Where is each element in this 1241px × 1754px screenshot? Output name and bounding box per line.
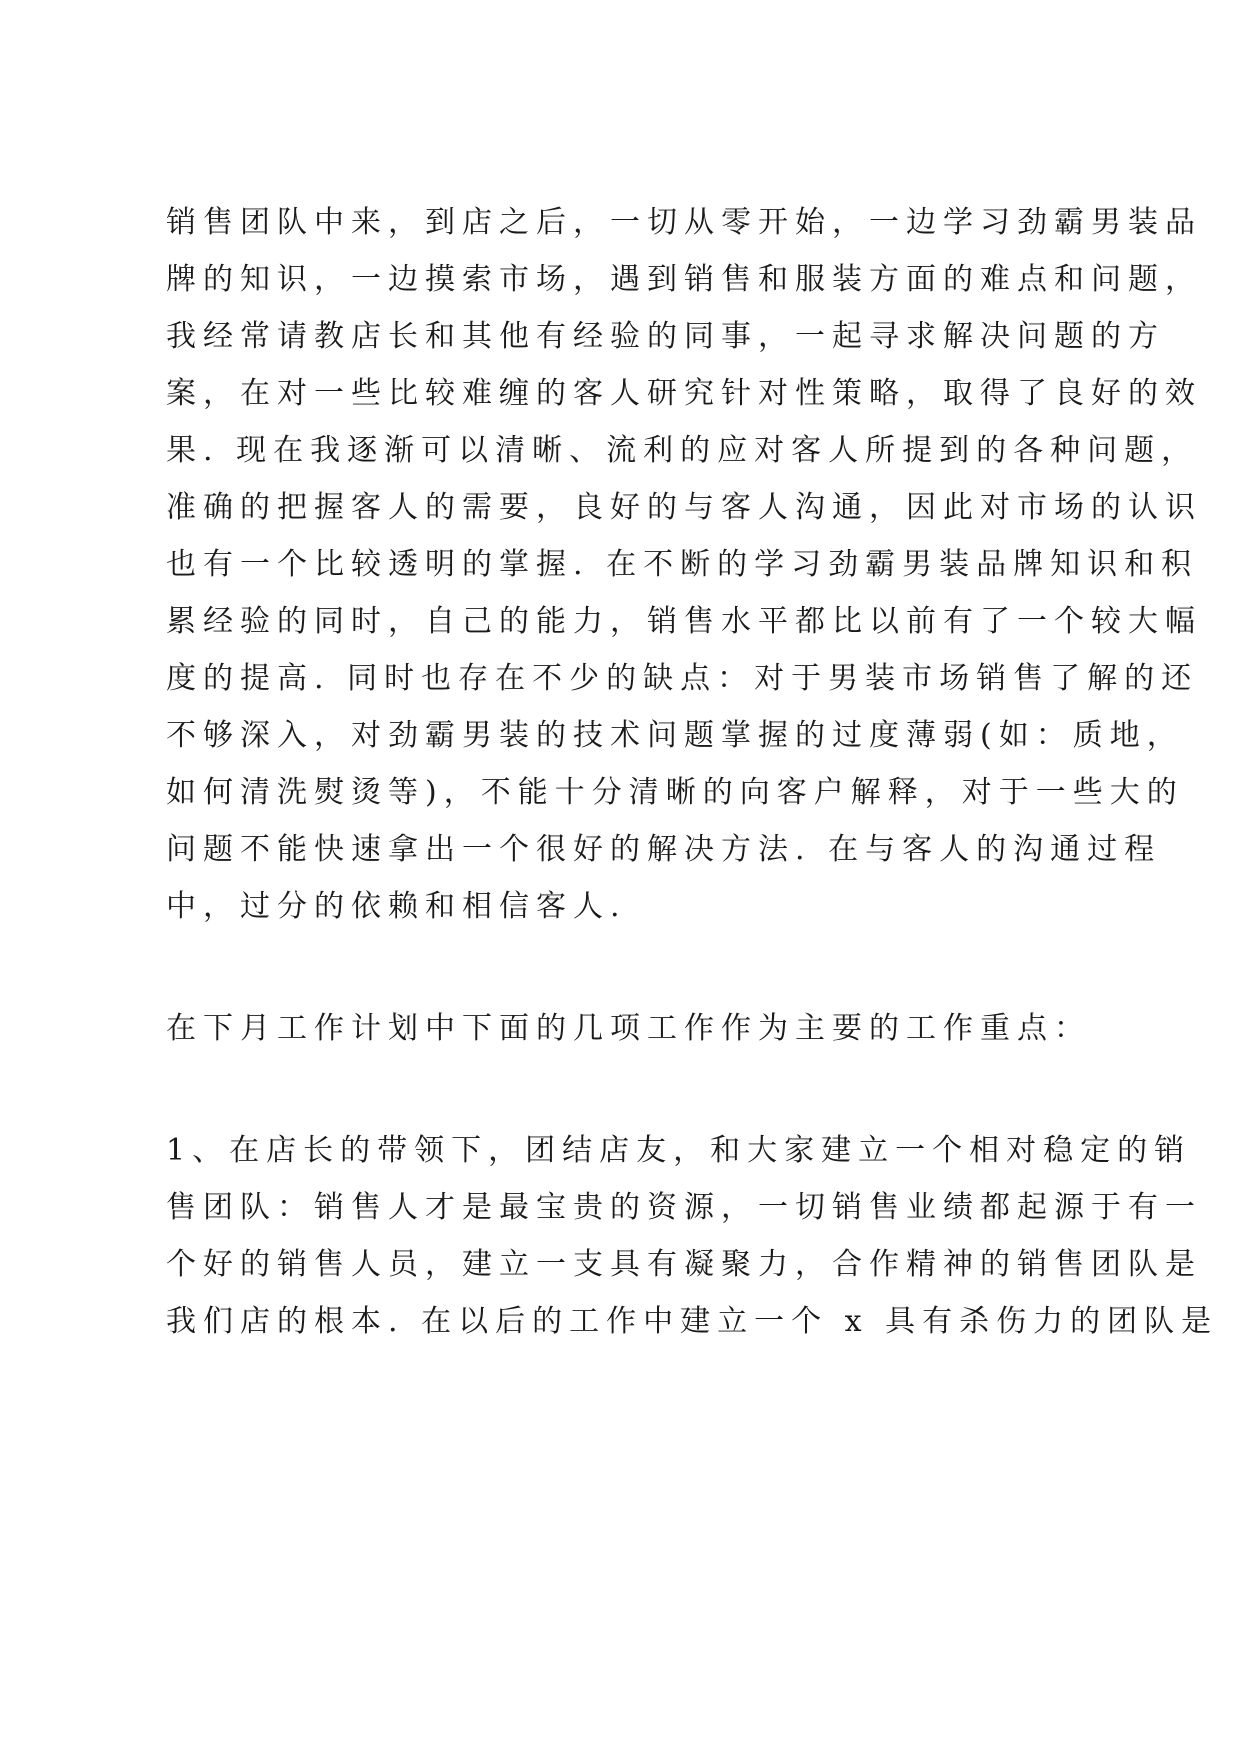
- text-line: 度的提高. 同时也存在不少的缺点：对于男装市场销售了解的还: [166, 661, 1199, 696]
- text-line: 我们店的根本. 在以后的工作中建立一个 x 具有杀伤力的团队是: [166, 1304, 1219, 1339]
- text-line: 在下月工作计划中下面的几项工作作为主要的工作重点：: [166, 1011, 1091, 1046]
- text-line: 我经常请教店长和其他有经验的同事，一起寻求解决问题的方: [166, 319, 1165, 354]
- text-line: 果. 现在我逐渐可以清晰、流利的应对客人所提到的各种问题，: [166, 433, 1199, 468]
- text-line: 中，过分的依赖和相信客人.: [166, 889, 627, 924]
- text-line: 如何清洗熨烫等)，不能十分清晰的向客户解释，对于一些大的: [166, 775, 1184, 810]
- text-line: 累经验的同时，自己的能力，销售水平都比以前有了一个较大幅: [166, 604, 1202, 639]
- text-line: 案，在对一些比较难缠的客人研究针对性策略，取得了良好的效: [166, 376, 1202, 411]
- text-line: 售团队：销售人才是最宝贵的资源，一切销售业绩都起源于有一: [166, 1190, 1202, 1225]
- text-line: 不够深入，对劲霸男装的技术问题掌握的过度薄弱(如：质地，: [166, 718, 1184, 753]
- text-line: 销售团队中来，到店之后，一切从零开始，一边学习劲霸男装品: [166, 205, 1202, 240]
- text-line: 牌的知识，一边摸索市场，遇到销售和服装方面的难点和问题，: [166, 262, 1202, 297]
- text-line: 问题不能快速拿出一个很好的解决方法. 在与客人的沟通过程: [166, 832, 1162, 867]
- text-line: 个好的销售人员，建立一支具有凝聚力，合作精神的销售团队是: [166, 1247, 1202, 1282]
- text-line: 准确的把握客人的需要，良好的与客人沟通，因此对市场的认识: [166, 490, 1202, 525]
- text-line: 1、在店长的带领下，团结店友，和大家建立一个相对稳定的销: [166, 1133, 1192, 1168]
- text-line: 也有一个比较透明的掌握. 在不断的学习劲霸男装品牌知识和积: [166, 547, 1199, 582]
